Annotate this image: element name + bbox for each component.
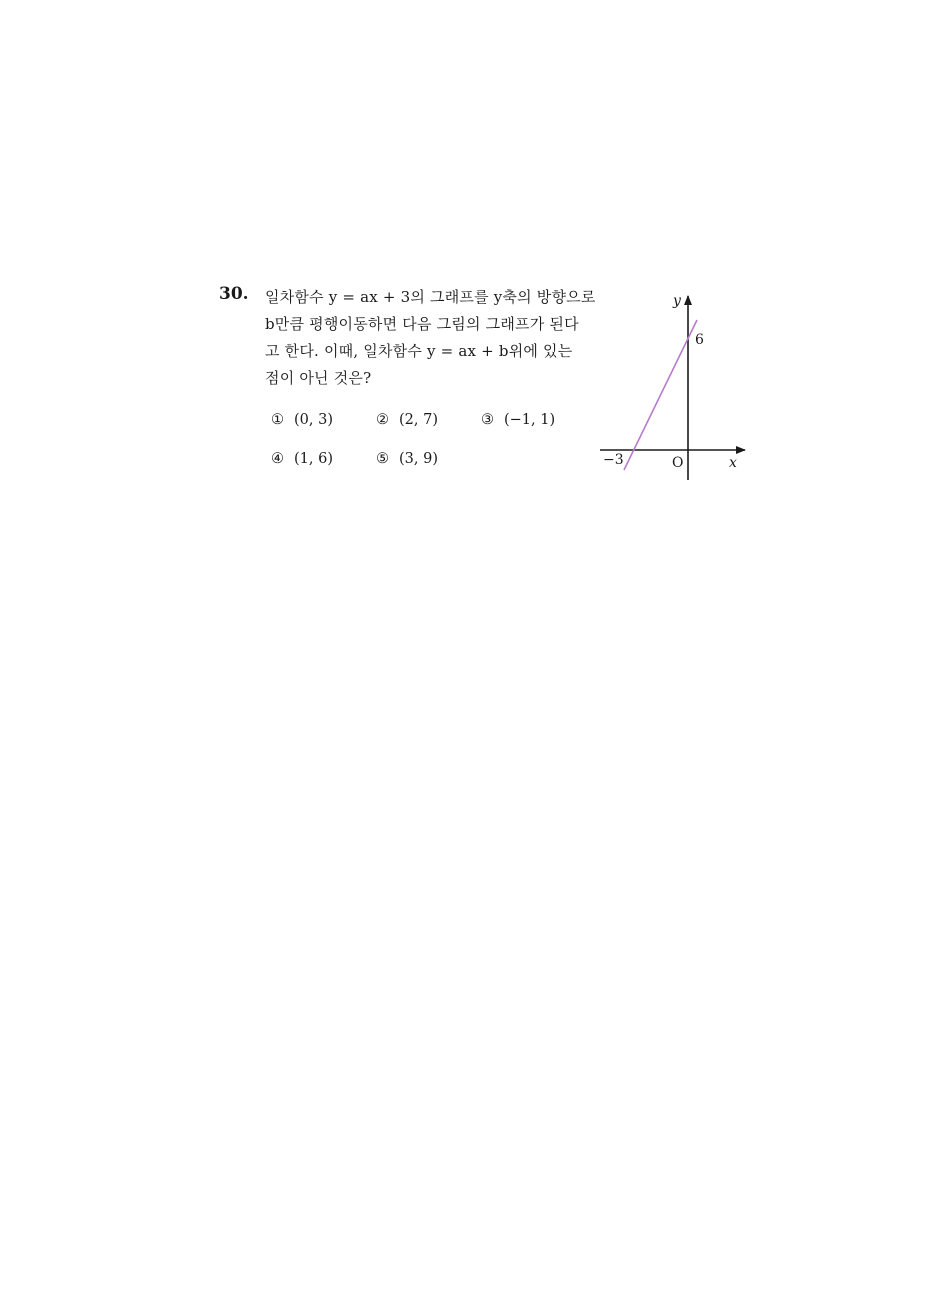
graph-line <box>624 320 697 470</box>
choice-text: (2, 7) <box>399 412 438 428</box>
choice-1[interactable] <box>271 412 333 428</box>
choice-mark: ④ <box>271 451 284 467</box>
y-axis-label: y <box>673 293 681 309</box>
question-number: 30. <box>219 284 249 304</box>
choice-mark: ① <box>271 412 284 428</box>
line-graph <box>595 290 755 490</box>
stem-line-4: 점이 아닌 것은? <box>265 369 372 387</box>
choice-5[interactable] <box>376 451 438 467</box>
choice-mark: ② <box>376 412 389 428</box>
choice-mark: ③ <box>481 412 494 428</box>
choice-text: (3, 9) <box>399 451 438 467</box>
origin-label: O <box>672 455 684 471</box>
y-intercept-label: 6 <box>695 332 704 348</box>
stem-line-2: b만큼 평행이동하면 다음 그림의 그래프가 된다 <box>265 315 579 333</box>
choice-3[interactable] <box>481 412 555 428</box>
stem-line-1: 일차함수 y = ax + 3의 그래프를 y축의 방향으로 <box>265 288 596 306</box>
choice-2[interactable] <box>376 412 438 428</box>
choice-text: (0, 3) <box>294 412 333 428</box>
x-axis-label: x <box>729 455 737 471</box>
choice-4[interactable] <box>271 451 333 467</box>
x-intercept-label: −3 <box>603 452 624 468</box>
stem-line-3: 고 한다. 이때, 일차함수 y = ax + b위에 있는 <box>265 342 573 360</box>
choice-text: (−1, 1) <box>504 412 556 428</box>
choice-text: (1, 6) <box>294 451 333 467</box>
choice-mark: ⑤ <box>376 451 389 467</box>
